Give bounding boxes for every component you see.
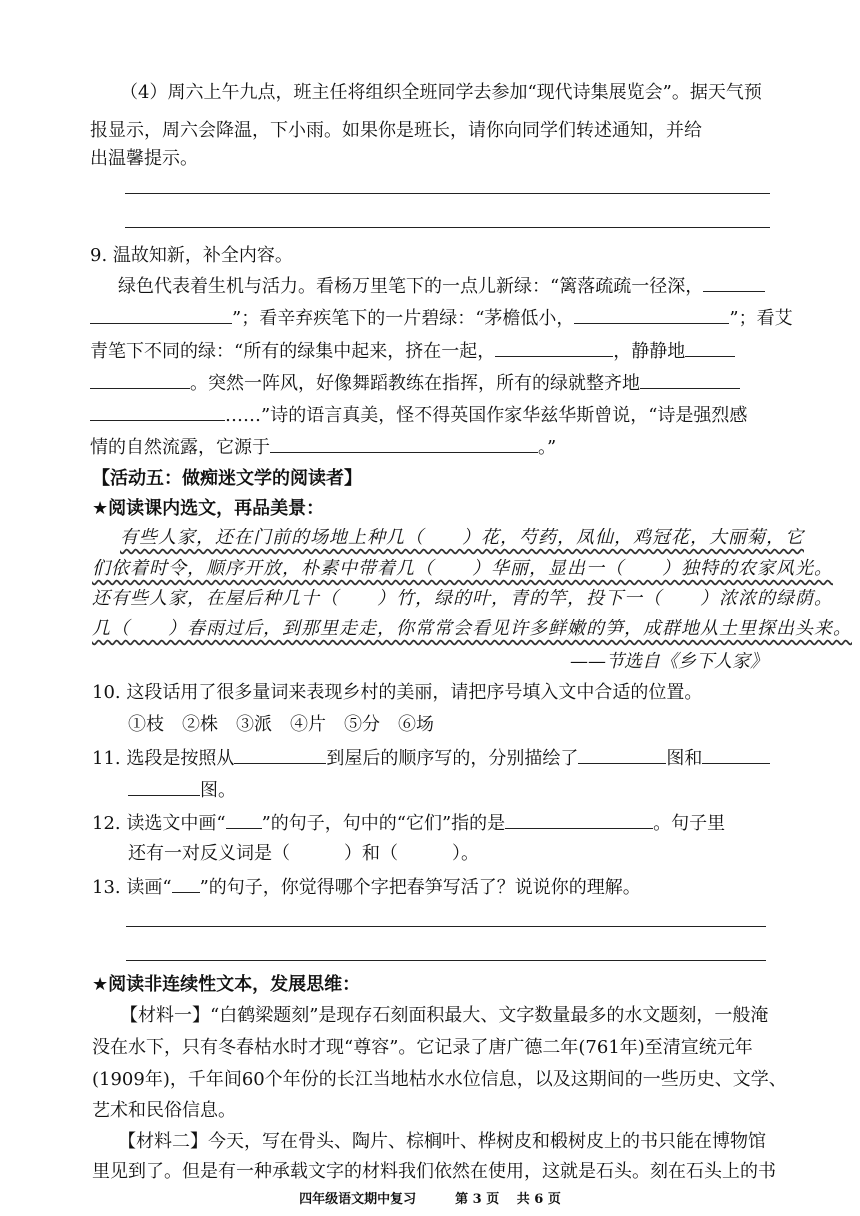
answer-line[interactable]	[125, 227, 770, 228]
q8-4-line1: （4）周六上午九点，班主任将组织全班同学去参加“现代诗集展览会”。据天气预	[120, 82, 762, 103]
answer-line[interactable]	[126, 926, 766, 927]
fill-blank[interactable]	[574, 305, 729, 324]
material2-line1: 【材料二】今天，写在骨头、陶片、棕榈叶、桦树皮和椴树皮上的书只能在博物馆	[118, 1131, 766, 1152]
passage-line2: 们依着时令，顺序开放，朴素中带着几（ ）华丽，显出一（ ）独特的农家风光。	[92, 558, 833, 579]
q10-options: ①枝 ②株 ③派 ④片 ⑤分 ⑥场	[128, 714, 434, 735]
material1-line1: 【材料一】“白鹤梁题刻”是现存石刻面积最大、文字数量最多的水文题刻，一般淹	[120, 1005, 769, 1026]
q9-line1: 绿色代表着生机与活力。看杨万里笔下的一点儿新绿：“篱落疏疏一径深，	[118, 273, 765, 300]
fill-blank[interactable]	[703, 273, 765, 292]
mark-symbol	[226, 810, 262, 829]
q13-text: 13. 读画“ ”的句子，你觉得哪个字把春笋写活了？说说你的理解。	[92, 874, 641, 901]
passage-line1: 有些人家，还在门前的场地上种几（ ）花，芍药，凤仙，鸡冠花，大丽菊，它	[120, 527, 804, 548]
passage-line3: 还有些人家，在屋后种几十（ ）竹，绿的叶，青的竿，投下一（ ）浓浓的绿荫。	[92, 588, 833, 609]
passage-line4: 几（ ）春雨过后，到那里走走，你常常会看见许多鲜嫩的笋，成群地从土里探出头来。	[92, 618, 852, 639]
mark-symbol	[172, 874, 200, 893]
q10-text: 10. 这段话用了很多量词来表现乡村的美丽，请把序号填入文中合适的位置。	[92, 682, 703, 703]
q11-line1: 11. 选段是按照从 到屋后的顺序写的，分别描绘了 图和	[92, 745, 770, 772]
fill-blank[interactable]	[505, 810, 653, 829]
fill-blank[interactable]	[128, 777, 200, 796]
answer-line[interactable]	[126, 960, 766, 961]
q8-4-line3: 出温馨提示。	[90, 148, 198, 169]
fill-blank[interactable]	[234, 745, 326, 764]
fill-blank[interactable]	[640, 370, 740, 389]
fill-blank[interactable]	[495, 338, 613, 357]
fill-blank[interactable]	[702, 745, 770, 764]
answer-line[interactable]	[125, 193, 770, 194]
fill-blank[interactable]	[90, 402, 225, 421]
material1-line4: 艺术和民俗信息。	[92, 1100, 236, 1121]
nonlinear-title: ★阅读非连续性文本，发展思维：	[92, 974, 361, 995]
q9-line2: ”；看辛弃疾笔下的一片碧绿：“茅檐低小， ”；看艾	[90, 305, 793, 332]
q12-line2: 还有一对反义词是（ ）和（ ）。	[128, 843, 479, 864]
fill-blank[interactable]	[90, 305, 232, 324]
material1-line2: 没在水下，只有冬春枯水时才现“尊容”。它记录了唐广德二年(761年)至清宣统元年	[92, 1037, 753, 1058]
fill-blank[interactable]	[578, 745, 666, 764]
activity5-title: 【活动五：做痴迷文学的阅读者】	[92, 468, 362, 489]
page-footer: 四年级语文期中复习 第 3 页 共 6 页	[299, 1192, 561, 1207]
q9-line4: 。突然一阵风，好像舞蹈教练在指挥，所有的绿就整齐地	[90, 370, 740, 397]
q9-title: 9. 温故知新，补全内容。	[90, 245, 293, 266]
fill-blank[interactable]	[685, 338, 735, 357]
activity5-subtitle: ★阅读课内选文，再品美景：	[92, 498, 325, 519]
fill-blank[interactable]	[90, 370, 190, 389]
q8-4-line2: 报显示，周六会降温，下小雨。如果你是班长，请你向同学们转述通知，并给	[90, 120, 702, 141]
q9-line3: 青笔下不同的绿：“所有的绿集中起来，挤在一起， ，静静地	[90, 338, 735, 365]
fill-blank[interactable]	[270, 434, 538, 453]
material2-line2: 里见到了。但是有一种承载文字的材料我们依然在使用，这就是石头。刻在石头上的书	[92, 1161, 776, 1182]
q9-line5: ……”诗的语言真美，怪不得英国作家华兹华斯曾说，“诗是强烈感	[90, 402, 747, 429]
q11-line2: 图。	[128, 777, 236, 804]
q12-line1: 12. 读选文中画“ ”的句子，句中的“它们”指的是 。句子里	[92, 810, 725, 837]
material1-line3: (1909年)，千年间60个年份的长江当地枯水水位信息，以及这期间的一些历史、文学、	[92, 1069, 787, 1090]
q9-line6: 情的自然流露，它源于 。”	[90, 434, 556, 461]
passage-source: ——节选自《乡下人家》	[570, 651, 768, 672]
